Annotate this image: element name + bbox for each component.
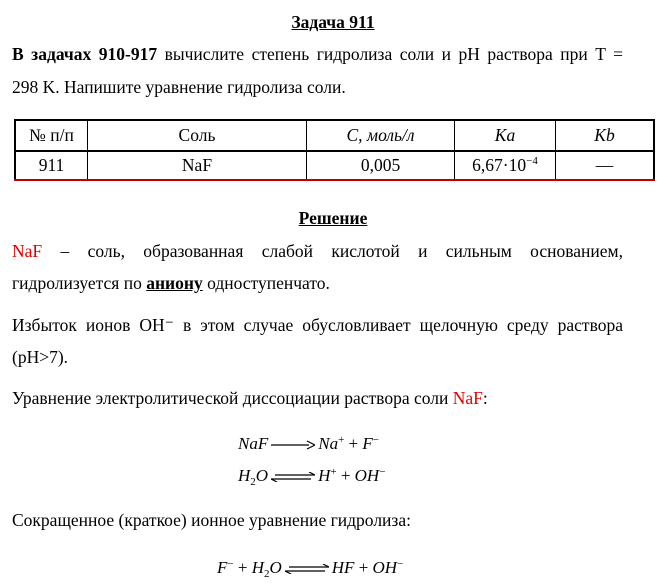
cell-ka-mantissa: 6,67·10 bbox=[472, 155, 527, 175]
p1-line-2-post: одноступенчато. bbox=[202, 273, 330, 293]
header-ka bbox=[455, 120, 556, 151]
eq3-plus1: + bbox=[233, 558, 252, 577]
naf-highlight: NaF bbox=[12, 241, 43, 261]
task-title: Задача 911 bbox=[291, 12, 375, 32]
right-arrow-icon bbox=[271, 440, 315, 450]
eq3-d: OH bbox=[372, 558, 398, 577]
eq2-left-tail: O bbox=[255, 466, 269, 485]
eq1-left: NaF bbox=[238, 434, 269, 453]
eq3-plus2: + bbox=[354, 558, 373, 577]
cell-salt: NaF bbox=[88, 151, 307, 180]
header-conc-label: C, моль/л bbox=[346, 125, 415, 145]
p2-line-2: (pH>7). bbox=[12, 347, 69, 367]
solution-title: Решение bbox=[298, 208, 368, 228]
p2-line-1: Избыток ионов OH⁻ в этом случае обусловливает щелочную среду раствора bbox=[12, 315, 623, 335]
cell-ka-exp: −4 bbox=[526, 155, 538, 168]
eq1-r2-sup: − bbox=[372, 434, 379, 446]
eq3-b-sub: 2 bbox=[263, 568, 270, 580]
table-row bbox=[15, 151, 654, 180]
header-ka-label: Ka bbox=[494, 125, 516, 145]
cell-conc: 0,005 bbox=[307, 151, 455, 180]
intro-line-2: 298 K. Напишите уравнение гидролиза соли. bbox=[12, 77, 346, 97]
eq3-a: F bbox=[217, 558, 228, 577]
eq2-plus: + bbox=[336, 466, 355, 485]
p1-line-2-pre: гидролизуется по bbox=[12, 273, 147, 293]
eq2-left-sub: 2 bbox=[250, 476, 256, 488]
eq3-d-sup: − bbox=[397, 558, 404, 570]
equation-hydrolysis bbox=[217, 553, 403, 585]
header-kb-label: Kb bbox=[594, 125, 615, 145]
cell-kb: — bbox=[556, 151, 655, 180]
p3-pre: Уравнение электролитической диссоциации раствора соли bbox=[12, 388, 453, 408]
cell-ka bbox=[455, 151, 556, 180]
p4-line: Сокращенное (краткое) ионное уравнение гидролиза: bbox=[12, 510, 411, 530]
p1-line-2 bbox=[12, 272, 330, 294]
header-num: № п/п bbox=[15, 120, 88, 151]
p1-line-1 bbox=[12, 240, 623, 262]
eq2-r1: H bbox=[318, 466, 331, 485]
intro-bold: В задачах 910-917 bbox=[12, 44, 158, 64]
p3-naf: NaF bbox=[452, 388, 483, 408]
p1-line-1-text: – соль, образованная слабой кислотой и сильным основанием, bbox=[42, 241, 623, 261]
eq2-r2: OH bbox=[354, 466, 380, 485]
table-header-row bbox=[15, 120, 654, 151]
eq3-b-tail: O bbox=[269, 558, 282, 577]
eq2-left: H bbox=[238, 466, 251, 485]
equation-dissociation-naf bbox=[238, 429, 379, 455]
eq1-r1-sup: + bbox=[338, 434, 345, 446]
eq2-r2-sup: − bbox=[379, 466, 386, 478]
header-salt: Соль bbox=[88, 120, 307, 151]
eq3-b: H bbox=[251, 558, 264, 577]
p3-post: : bbox=[482, 388, 488, 408]
p3-line bbox=[12, 387, 488, 409]
intro-line-1 bbox=[12, 43, 623, 65]
cell-num: 911 bbox=[15, 151, 88, 180]
eq3-c: HF bbox=[331, 558, 355, 577]
header-kb bbox=[556, 120, 655, 151]
data-table bbox=[14, 119, 655, 181]
eq1-plus: + bbox=[344, 434, 363, 453]
intro-line-1-text: вычислите степень гидролиза соли и pH раствора при T = bbox=[157, 44, 623, 64]
eq1-r2: F bbox=[362, 434, 373, 453]
eq2-r1-sup: + bbox=[330, 466, 337, 478]
equation-dissociation-water bbox=[238, 461, 385, 493]
anion-word: аниону bbox=[146, 273, 203, 293]
eq1-r1: Na bbox=[318, 434, 339, 453]
eq3-a-sup: − bbox=[227, 558, 234, 570]
equilibrium-arrow-icon bbox=[285, 564, 329, 574]
header-conc bbox=[307, 120, 455, 151]
equilibrium-arrow-icon bbox=[271, 472, 315, 482]
